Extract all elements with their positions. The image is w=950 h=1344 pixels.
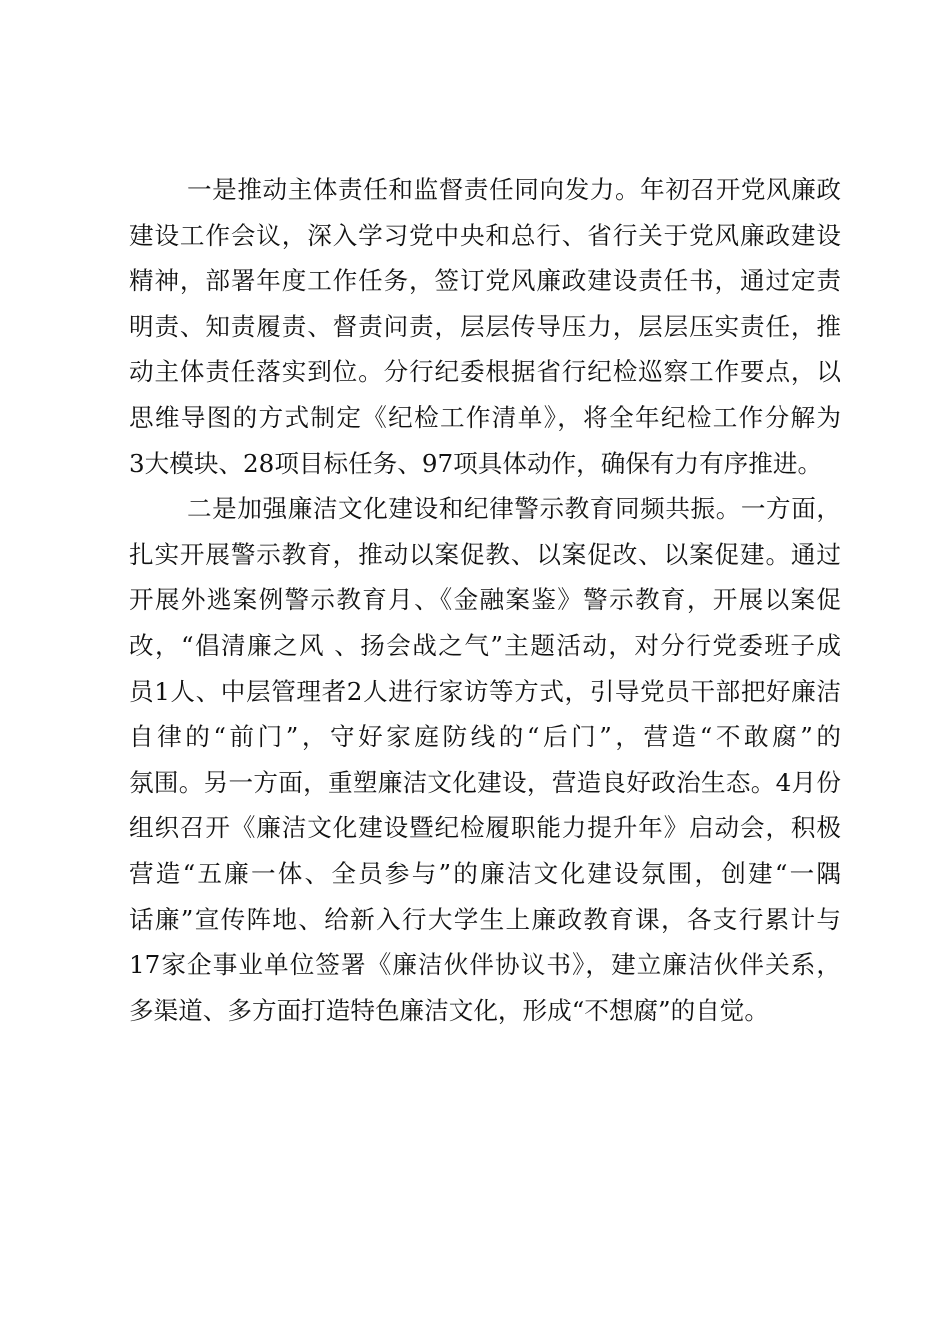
- paragraph-line: 组织召开《廉洁文化建设暨纪检履职能力提升年》启动会，积极: [129, 813, 841, 843]
- paragraph-2: [129, 486, 841, 1033]
- paragraph-line: 自律的“前门”，守好家庭防线的“后门”，营造“不敢腐”的: [129, 722, 841, 752]
- paragraph-line: 营造“五廉一体、全员参与”的廉洁文化建设氛围，创建“一隅: [129, 858, 841, 888]
- paragraph-1: [129, 167, 841, 486]
- paragraph-line: 3大模块、28项目标任务、97项具体动作，确保有力有序推进。: [129, 448, 823, 478]
- paragraph-line: 员1人、中层管理者2人进行家访等方式，引导党员干部把好廉洁: [129, 676, 841, 706]
- paragraph-line: 精神，部署年度工作任务，签订党风廉政建设责任书，通过定责: [129, 266, 841, 296]
- document-body: [129, 167, 841, 1033]
- paragraph-line: 二是加强廉洁文化建设和纪律警示教育同频共振。一方面，: [187, 494, 841, 524]
- paragraph-line: 改，“倡清廉之风 、扬会战之气”主题活动，对分行党委班子成: [129, 630, 841, 660]
- paragraph-line: 明责、知责履责、督责问责，层层传导压力，层层压实责任，推: [129, 311, 841, 341]
- paragraph-line: 话廉”宣传阵地、给新入行大学生上廉政教育课，各支行累计与: [129, 904, 841, 934]
- paragraph-line: 一是推动主体责任和监督责任同向发力。年初召开党风廉政: [187, 175, 841, 204]
- paragraph-line: 开展外逃案例警示教育月、《金融案鉴》警示教育，开展以案促: [129, 585, 841, 615]
- paragraph-line: 氛围。另一方面，重塑廉洁文化建设，营造良好政治生态。4月份: [129, 767, 841, 797]
- paragraph-line: 多渠道、多方面打造特色廉洁文化，形成“不想腐”的自觉。: [129, 995, 769, 1025]
- paragraph-line: 建设工作会议，深入学习党中央和总行、省行关于党风廉政建设: [129, 220, 841, 250]
- paragraph-line: 扎实开展警示教育，推动以案促教、以案促改、以案促建。通过: [129, 539, 841, 569]
- paragraph-line: 动主体责任落实到位。分行纪委根据省行纪检巡察工作要点，以: [129, 357, 841, 387]
- paragraph-line: 思维导图的方式制定《纪检工作清单》，将全年纪检工作分解为: [129, 402, 841, 432]
- paragraph-line: 17家企事业单位签署《廉洁伙伴协议书》，建立廉洁伙伴关系，: [129, 950, 841, 980]
